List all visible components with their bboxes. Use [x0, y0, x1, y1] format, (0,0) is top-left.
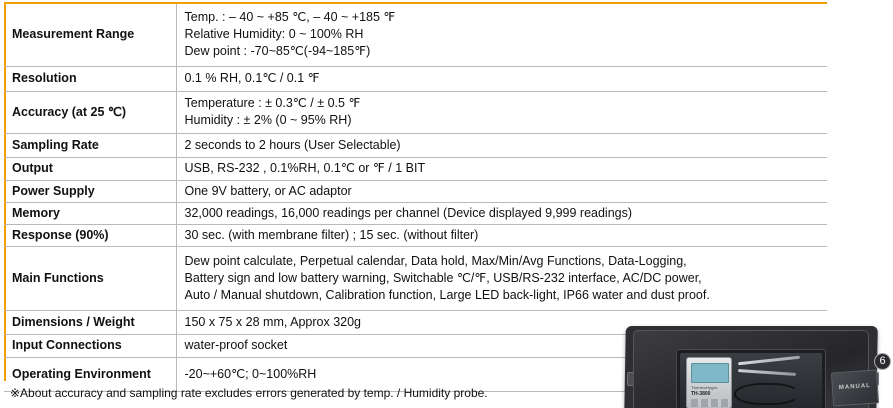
value-line: -20~+60℃; 0~100%RH	[184, 366, 317, 381]
manual-booklet	[831, 369, 879, 406]
row-label-line: Environment	[74, 366, 151, 381]
meter-model-label: TH-3800	[691, 391, 711, 397]
row-label: Output	[4, 157, 176, 180]
row-label: Sampling Rate	[4, 133, 176, 157]
table-row	[4, 224, 827, 246]
row-value	[176, 224, 827, 246]
value-line: Dew point calculate, Perpetual calendar, Data hold, Max/Min/Avg Functions, Data-Logging,	[184, 253, 687, 268]
table-row	[4, 246, 827, 310]
row-value	[176, 202, 827, 224]
value-line: 0.1 % RH, 0.1℃ / 0.1 ℉	[184, 71, 320, 85]
row-value	[176, 180, 827, 202]
table-row	[4, 91, 827, 133]
row-value	[176, 246, 827, 310]
table-row	[4, 202, 827, 224]
value-line: 150 x 75 x 28 mm, Approx 320g	[184, 314, 361, 329]
value-line: Battery sign and low battery warning, Switchable ℃/℉, USB/RS-232 interface, AC/DC power,	[184, 270, 702, 285]
table-row	[4, 66, 827, 91]
value-line: 32,000 readings, 16,000 readings per channel (Device displayed 9,999 readings)	[184, 205, 633, 220]
value-line: Dew point : -70~85℃(-94~185℉)	[184, 44, 371, 59]
value-line: 2 seconds to 2 hours (User Selectable)	[184, 137, 401, 152]
value-line: Temp. : – 40 ~ +85 ℃, – 40 ~ +185 ℉	[184, 10, 396, 25]
row-value	[176, 4, 827, 66]
row-value	[176, 157, 827, 180]
row-value	[176, 91, 827, 133]
value-line: 30 sec. (with membrane filter) ; 15 sec. (without filter)	[184, 227, 479, 242]
row-value	[176, 66, 827, 91]
value-line: USB, RS-232 , 0.1%RH, 0.1℃ or ℉ / 1 BIT	[184, 161, 426, 175]
manual-label: MANUAL	[838, 382, 872, 392]
product-photo	[607, 322, 893, 408]
meter-brand-label: ThermoHygro	[691, 385, 718, 390]
row-value	[176, 133, 827, 157]
value-line: Auto / Manual shutdown, Calibration function, Large LED back-light, IP66 water and dust proof.	[184, 287, 710, 302]
table-row	[4, 133, 827, 157]
meter-keypad	[691, 399, 729, 407]
row-label: Dimensions / Weight	[4, 310, 176, 334]
value-line: Temperature : ± 0.3℃ / ± 0.5 ℉	[184, 96, 361, 110]
row-label: Memory	[4, 202, 176, 224]
row-label: Main Functions	[4, 246, 176, 310]
meter-display	[691, 363, 729, 383]
row-label: Response (90%)	[4, 224, 176, 246]
row-label: Resolution	[4, 66, 176, 91]
row-label: Measurement Range	[4, 4, 176, 66]
row-label-line: Operating	[12, 366, 72, 381]
cable-accessory	[734, 383, 800, 405]
table-row	[4, 157, 827, 180]
meter-device	[686, 357, 732, 408]
photo-number-badge: 6	[874, 353, 891, 370]
value-line: One 9V battery, or AC adaptor	[184, 183, 352, 198]
value-line: Humidity : ± 2% (0 ~ 95% RH)	[184, 113, 352, 127]
row-label: Power Supply	[4, 180, 176, 202]
case-lid	[633, 330, 886, 408]
value-line: water-proof socket	[184, 338, 288, 352]
value-line: Relative Humidity: 0 ~ 100% RH	[184, 27, 364, 42]
table-row	[4, 180, 827, 202]
table-row	[4, 4, 827, 66]
row-label: Input Connections	[4, 334, 176, 357]
row-label: Accuracy (at 25 ℃)	[4, 91, 176, 133]
footnote: ※About accuracy and sampling rate excludes errors generated by temp. / Humidity probe.	[10, 386, 488, 400]
